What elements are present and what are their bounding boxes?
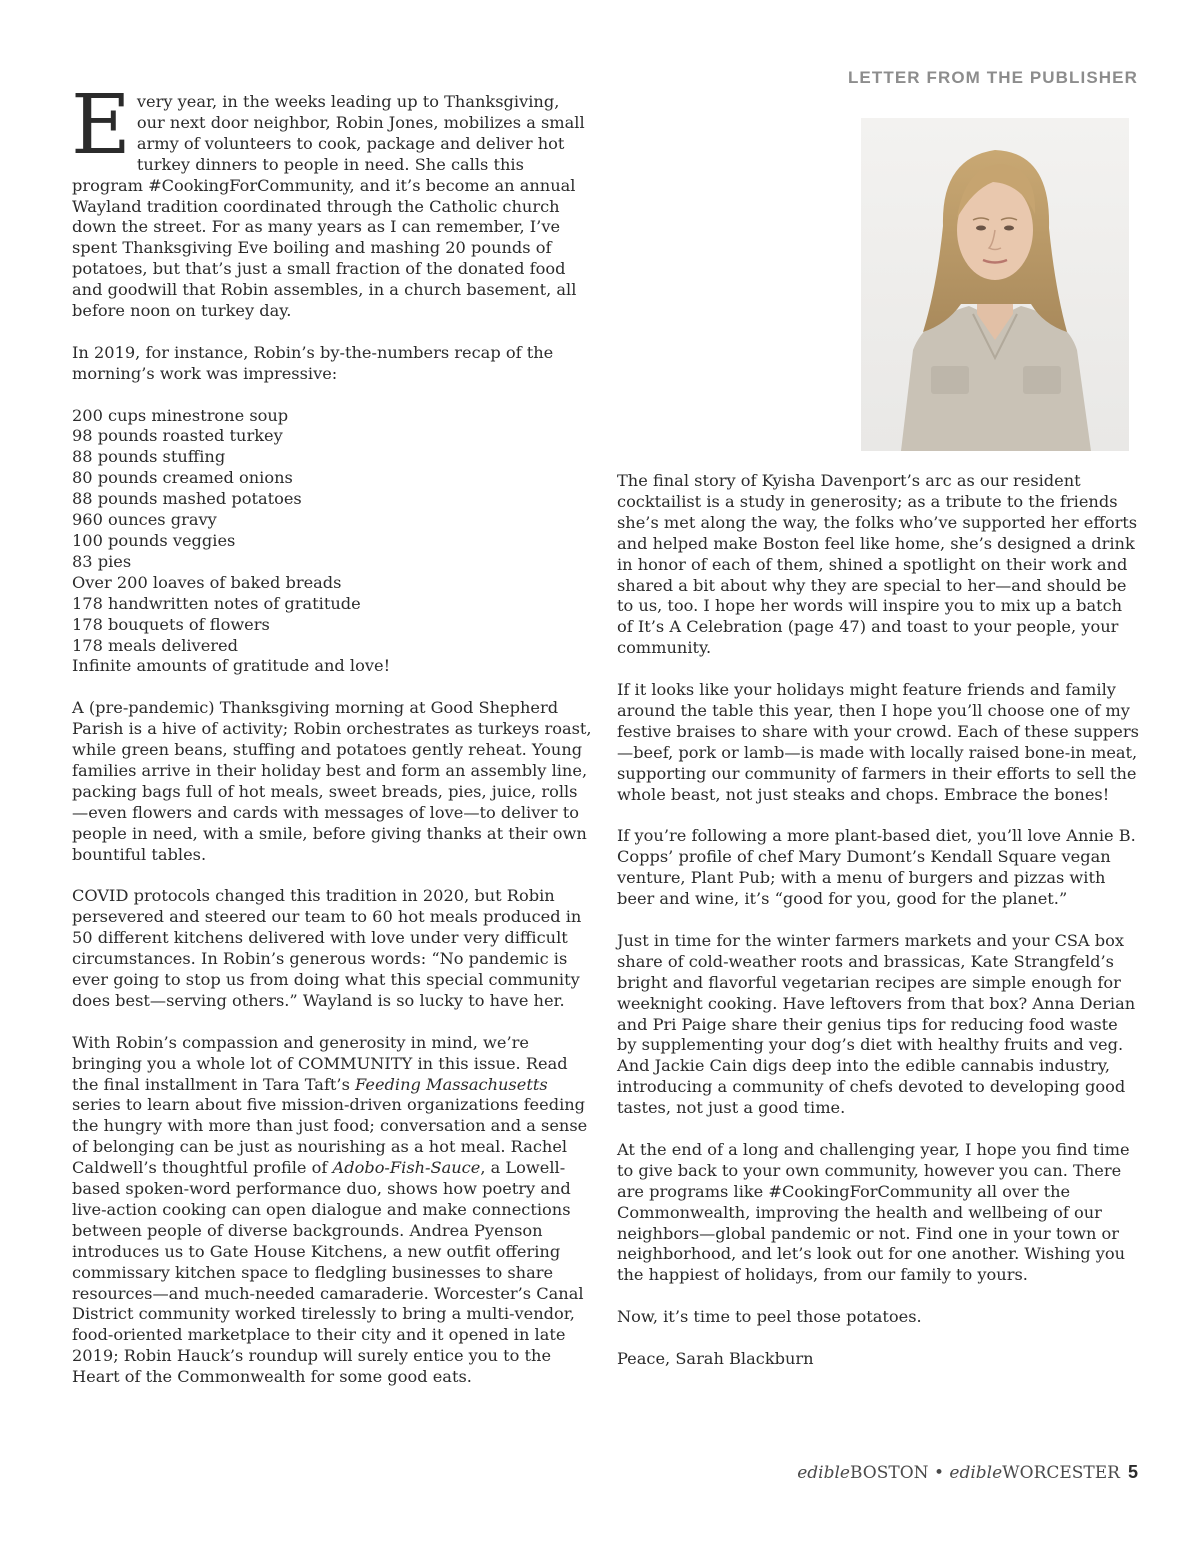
section-label: LETTER FROM THE PUBLISHER bbox=[847, 68, 1138, 87]
publisher-photo bbox=[861, 118, 1129, 451]
page-footer bbox=[797, 1462, 1138, 1483]
winter-recipes-paragraph: Just in time for the winter farmers markets and your CSA box share of cold-weather roots and brassicas, Kate Strangfeld’s bright and flavorful vegetarian recipes are simple enough for weeknight cooking. Have leftovers from that box? Anna Derian and Pri Paige share their genius tips for reducing food waste by supplementing your dog’s diet with healthy fruits and veg. And Jackie Cain digs deep into the edible cannabis industry, introducing a community of chefs devoted to developing good tastes, not just a good time. bbox=[617, 930, 1136, 1118]
stats-item: 80 pounds creamed onions bbox=[72, 468, 293, 488]
community-text: With Robin’s compassion and generosity in mind, we’re bringing you a whole lot of COMMUNITY in this issue. Read the final installment in Tara Taft’s bbox=[72, 1032, 568, 1094]
stats-item: 200 cups minestrone soup bbox=[72, 405, 289, 425]
stats-item: 960 ounces gravy bbox=[72, 510, 217, 530]
stats-item: Infinite amounts of gratitude and love! bbox=[72, 656, 391, 676]
right-column bbox=[617, 471, 1139, 1391]
drop-cap: E bbox=[71, 78, 131, 173]
recap-paragraph: In 2019, for instance, Robin’s by-the-numbers recap of the morning’s work was impressive: bbox=[72, 342, 554, 383]
signature-line: Peace, Sarah Blackburn bbox=[617, 1348, 814, 1368]
braises-paragraph: If it looks like your holidays might feature friends and family around the table this year, then I hope you’ll choose one of my festive braises to share with your crowd. Each of these suppers—beef, pork or lamb—is made with locally raised bone-in meat, supporting our community of farmers in their efforts to sell the whole beast, not just steaks and chops. Embrace the bones! bbox=[617, 680, 1139, 804]
community-paragraph bbox=[72, 1033, 592, 1388]
community-text: series to learn about five mission-driven organizations feeding the hungry with more than just food; conversation and a sense of belonging can be just as nourishing as a hot meal. Rachel Caldwell’s thoughtful profile of bbox=[72, 1095, 588, 1178]
footer-boston: BOSTON bbox=[850, 1463, 929, 1483]
stats-item: 178 bouquets of flowers bbox=[72, 614, 270, 634]
covid-paragraph: COVID protocols changed this tradition in 2020, but Robin persevered and steered our team to 60 hot meals produced in 50 different kitchens delivered with love under very difficult circumstances. In Robin’s generous words: “No pandemic is ever going to stop us from doing what this special community does best—serving others.” Wayland is so lucky to have her. bbox=[72, 886, 582, 1010]
stats-item: 100 pounds veggies bbox=[72, 531, 236, 550]
page-number: 5 bbox=[1127, 1462, 1138, 1482]
left-column bbox=[71, 78, 592, 1409]
stats-item: 88 pounds mashed potatoes bbox=[72, 489, 302, 509]
stats-item: 83 pies bbox=[72, 551, 132, 571]
adobo-fish-sauce-title: Adobo-Fish-Sauce bbox=[332, 1158, 481, 1178]
stats-list bbox=[72, 406, 592, 678]
stats-item: 178 meals delivered bbox=[72, 635, 238, 655]
plant-pub-paragraph: If you’re following a more plant-based diet, you’ll love Annie B. Copps’ profile of chef Mary Dumont’s Kendall Square vegan venture, Plant Pub; with a menu of burgers and pizzas with beer and wine, it’s “good for you, good for the planet.” bbox=[617, 826, 1136, 909]
community-text: , a Lowell-based spoken-word performance duo, shows how poetry and live-action cooking can open dialogue and make connections between people of diverse backgrounds. Andrea Pyenson introduces us to Gate House Kitchens, a new outfit offering commissary kitchen space to fledgling businesses to share resources—and much-needed camaraderie. Worcester’s Canal District community worked tirelessly to bring a multi-vendor, food-oriented marketplace to their city and it opened in late 2019; Robin Hauck’s roundup will surely entice you to the Heart of the Commonwealth for some good eats. bbox=[72, 1158, 584, 1387]
stats-item: 88 pounds stuffing bbox=[72, 447, 226, 467]
intro-text: very year, in the weeks leading up to Thanksgiving, our next door neighbor, Robin Jones, mobilizes a small army of volunteers to cook, package and deliver hot turkey dinners to people in need. She calls this program #CookingForCommunity, and it’s become an annual Wayland tradition coordinated through the Catholic church down the street. For as many years as I can remember, I’ve spent Thanksgiving Eve boiling and mashing 20 pounds of potatoes, but that’s just a small fraction of the donated food and goodwill that Robin assembles, in a church basement, all before noon on turkey day. bbox=[72, 92, 585, 321]
potatoes-line: Now, it’s time to peel those potatoes. bbox=[617, 1307, 922, 1327]
footer-edible: edible bbox=[949, 1463, 1003, 1483]
stats-item: Over 200 loaves of baked breads bbox=[72, 572, 342, 592]
footer-edible: edible bbox=[797, 1463, 850, 1483]
footer-separator: • bbox=[928, 1463, 950, 1483]
feeding-massachusetts-title: Feeding Massachusetts bbox=[355, 1074, 548, 1094]
footer-worcester: WORCESTER bbox=[1002, 1463, 1120, 1483]
thanksgiving-paragraph: A (pre-pandemic) Thanksgiving morning at Good Shepherd Parish is a hive of activity; Robin orchestrates as turkeys roast, while green beans, stuffing and potatoes gently reheat. Young families arrive in their holiday best and form an assembly line, packing bags full of hot meals, sweet breads, pies, juice, rolls—even flowers and cards with messages of love—to deliver to people in need, with a smile, before giving thanks at their own bountiful tables. bbox=[72, 698, 592, 864]
stats-item: 178 handwritten notes of gratitude bbox=[72, 593, 361, 613]
closing-paragraph: At the end of a long and challenging year, I hope you find time to give back to your own community, however you can. There are programs like #CookingForCommunity all over the Commonwealth, improving the health and wellbeing of our neighbors—global pandemic or not. Find one in your town or neighborhood, and let’s look out for one another. Wishing you the happiest of holidays, from our family to yours. bbox=[617, 1139, 1130, 1285]
cocktail-paragraph: The final story of Kyisha Davenport’s arc as our resident cocktailist is a study in generosity; as a tribute to the friends she’s met along the way, the folks who’ve supported her efforts and helped make Boston feel like home, she’s designed a drink in honor of each of them, shined a spotlight on their work and shared a bit about why they are special to her—and should be to us, too. I hope her words will inspire you to mix up a batch of It’s A Celebration (page 47) and toast to your people, your community. bbox=[617, 471, 1138, 658]
publisher-portrait bbox=[861, 118, 1129, 451]
stats-item: 98 pounds roasted turkey bbox=[72, 426, 283, 446]
intro-paragraph bbox=[71, 78, 592, 322]
